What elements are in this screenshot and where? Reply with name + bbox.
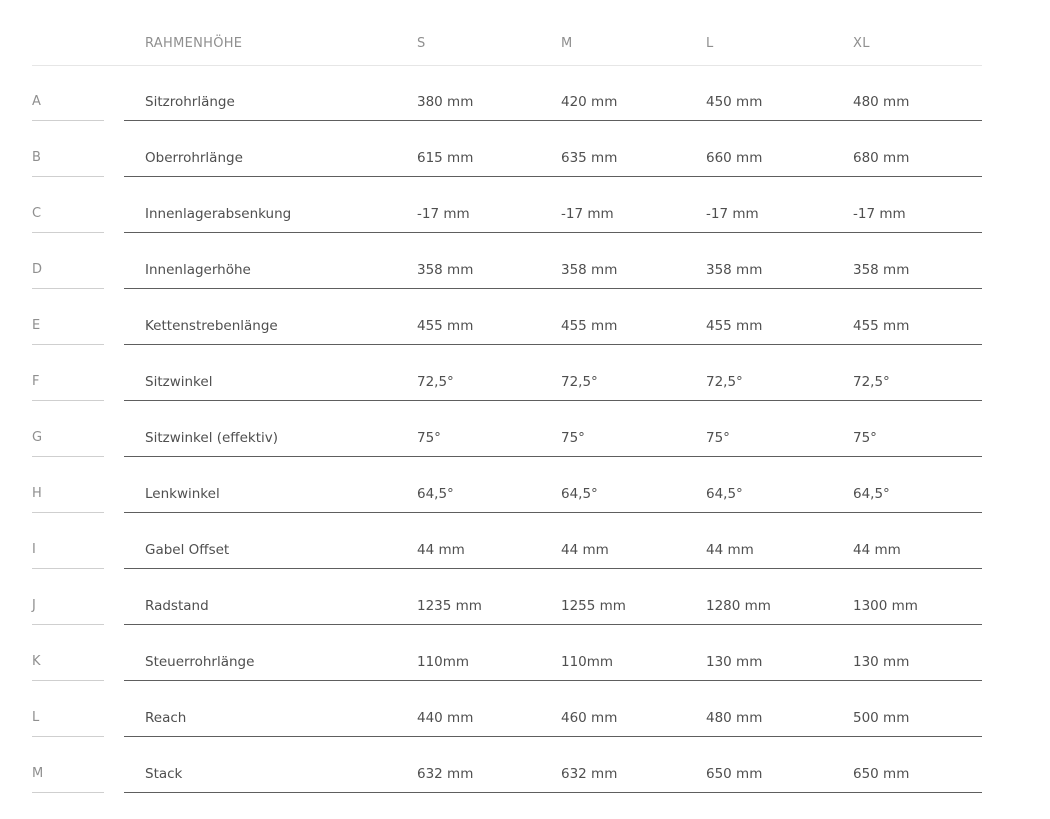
row-value-m: 110mm [561,654,614,670]
table-row [0,457,1050,513]
row-value-s: 110mm [417,654,470,670]
row-value-s: 455 mm [417,318,474,334]
table-row [0,65,1050,121]
header-size-l: L [706,36,714,51]
table-row [0,233,1050,289]
row-measure-name: Sitzrohrlänge [145,94,235,110]
row-value-s: 64,5° [417,486,454,502]
row-value-s: 440 mm [417,710,474,726]
table-row [0,625,1050,681]
row-value-m: 64,5° [561,486,598,502]
header-size-xl: XL [853,36,870,51]
table-row [0,177,1050,233]
row-value-s: 358 mm [417,262,474,278]
row-value-xl: -17 mm [853,206,906,222]
row-value-l: 650 mm [706,766,763,782]
row-value-s: 615 mm [417,150,474,166]
row-value-s: 1235 mm [417,598,482,614]
row-value-s: 72,5° [417,374,454,390]
table-row [0,513,1050,569]
row-value-l: 44 mm [706,542,754,558]
row-value-l: 358 mm [706,262,763,278]
row-letter: D [32,262,104,289]
row-letter: G [32,430,104,457]
row-letter: B [32,150,104,177]
row-letter: I [32,542,104,569]
row-value-xl: 455 mm [853,318,910,334]
row-value-m: 455 mm [561,318,618,334]
table-row [0,345,1050,401]
row-value-l: 75° [706,430,730,446]
row-letter: F [32,374,104,401]
row-value-xl: 500 mm [853,710,910,726]
row-value-xl: 72,5° [853,374,890,390]
row-value-xl: 480 mm [853,94,910,110]
table-row [0,289,1050,345]
row-value-s: 44 mm [417,542,465,558]
row-letter: C [32,206,104,233]
row-letter: E [32,318,104,345]
row-measure-name: Steuerrohrlänge [145,654,255,670]
table-row [0,569,1050,625]
row-value-l: 455 mm [706,318,763,334]
row-letter: K [32,654,104,681]
row-value-m: -17 mm [561,206,614,222]
row-value-m: 1255 mm [561,598,626,614]
row-value-xl: 680 mm [853,150,910,166]
row-value-l: 72,5° [706,374,743,390]
row-value-m: 72,5° [561,374,598,390]
row-value-xl: 75° [853,430,877,446]
header-size-m: M [561,36,573,51]
row-value-xl: 130 mm [853,654,910,670]
row-measure-name: Sitzwinkel [145,374,213,390]
header-frame-size-label: RAHMENHÖHE [145,36,243,51]
row-measure-name: Stack [145,766,183,782]
row-value-m: 75° [561,430,585,446]
row-value-l: 1280 mm [706,598,771,614]
row-divider [124,792,982,793]
row-letter: H [32,486,104,513]
header-size-s: S [417,36,426,51]
table-row [0,401,1050,457]
row-value-l: 64,5° [706,486,743,502]
row-measure-name: Sitzwinkel (effektiv) [145,430,279,446]
row-value-m: 460 mm [561,710,618,726]
row-value-l: 130 mm [706,654,763,670]
row-value-xl: 1300 mm [853,598,918,614]
row-letter: M [32,766,104,793]
row-value-xl: 358 mm [853,262,910,278]
row-value-s: 632 mm [417,766,474,782]
table-header [32,0,982,66]
row-measure-name: Reach [145,710,187,726]
table-row [0,737,1050,793]
row-value-m: 44 mm [561,542,609,558]
row-letter: L [32,710,104,737]
row-measure-name: Kettenstrebenlänge [145,318,278,334]
table-row [0,121,1050,177]
row-measure-name: Innenlagerhöhe [145,262,251,278]
row-value-m: 632 mm [561,766,618,782]
row-measure-name: Gabel Offset [145,542,230,558]
row-measure-name: Innenlagerabsenkung [145,206,292,222]
row-value-xl: 650 mm [853,766,910,782]
row-measure-name: Radstand [145,598,209,614]
row-value-m: 358 mm [561,262,618,278]
row-value-s: 75° [417,430,441,446]
row-value-s: -17 mm [417,206,470,222]
row-letter: J [32,598,104,625]
row-measure-name: Lenkwinkel [145,486,220,502]
row-value-l: 660 mm [706,150,763,166]
row-letter: A [32,94,104,121]
row-value-l: -17 mm [706,206,759,222]
row-value-l: 450 mm [706,94,763,110]
row-value-l: 480 mm [706,710,763,726]
row-value-s: 380 mm [417,94,474,110]
row-value-m: 420 mm [561,94,618,110]
row-measure-name: Oberrohrlänge [145,150,243,166]
row-value-m: 635 mm [561,150,618,166]
table-row [0,681,1050,737]
row-value-xl: 44 mm [853,542,901,558]
row-value-xl: 64,5° [853,486,890,502]
